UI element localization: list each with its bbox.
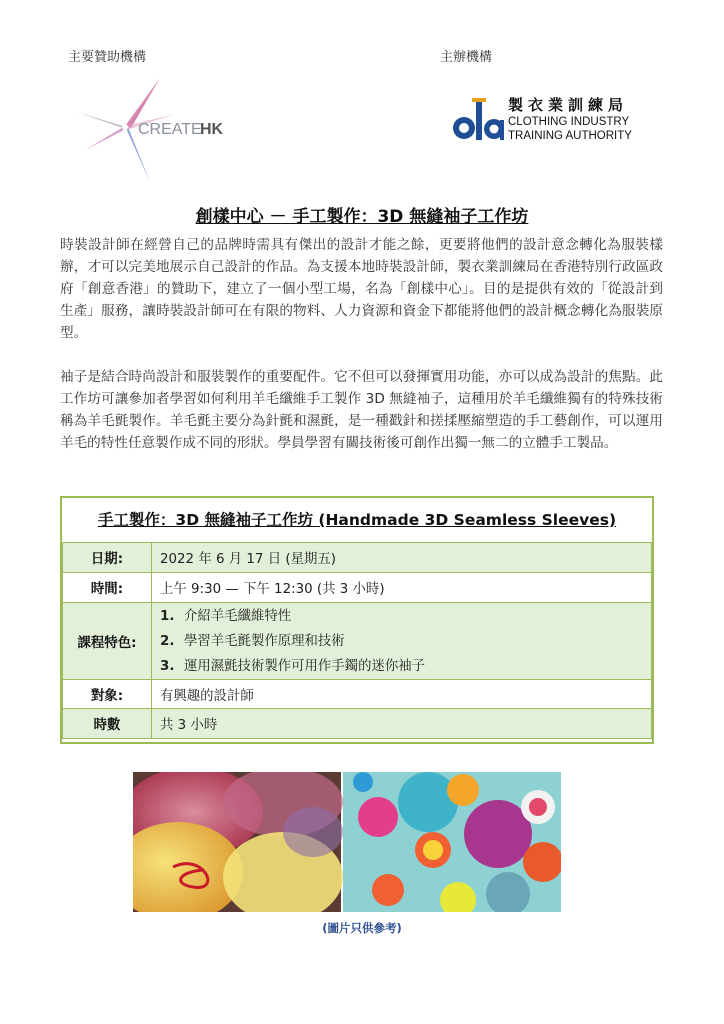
table-row-hours bbox=[63, 709, 652, 739]
organizer-label: 主辦機構 bbox=[440, 50, 493, 65]
intro-paragraph bbox=[60, 234, 663, 344]
felt-wool-image-icon bbox=[133, 772, 561, 912]
date-label: 日期: bbox=[63, 543, 152, 573]
cita-english-line1: CLOTHING INDUSTRY bbox=[508, 116, 630, 128]
main-sponsor-label: 主要贊助機構 bbox=[68, 50, 147, 65]
workshop-table bbox=[62, 542, 652, 739]
createhk-text: CREATE bbox=[138, 121, 202, 138]
list-item bbox=[160, 629, 643, 654]
paragraph-2: 袖子是結合時尚設計和服裝製作的重要配件。它不但可以發揮實用功能，亦可以成為設計的焦點。此工作坊可讓參加者學習如何利用羊毛纖維手工製作 3D 無縫袖子，這種用於羊毛纖維獨有的特殊技術稱為羊毛氈製作。羊毛氈主要分為針氈和濕氈，是一種戳針和搓揉壓縮塑造的手工藝創作，可以運用羊毛的特性任意製作成不同的形狀。學員學習有關技術後可創作出獨一無二的立體手工製品。 bbox=[60, 369, 663, 451]
list-item bbox=[160, 604, 643, 629]
sleeve-paragraph bbox=[60, 366, 663, 454]
audience-value: 有興趣的設計師 bbox=[152, 680, 652, 709]
features-list bbox=[160, 604, 643, 679]
paragraph-1: 時裝設計師在經營自己的品牌時需具有傑出的設計才能之餘，更要將他們的設計意念轉化為服裝樣辦，才可以完美地展示自己設計的作品。為支援本地時裝設計師，製衣業訓練局在香港特別行政區政府「創意香港」的贊助下，建立了一個小型工場，名為「創樣中心」。目的是提供有效的「從設計到生產」服務，讓時裝設計師可在有限的物料、人力資源和資金下都能將他們的設計概念轉化為服裝原型。 bbox=[60, 237, 663, 341]
photo-caption: (圖片只供參考) bbox=[322, 921, 402, 935]
felt-photo bbox=[133, 772, 561, 912]
cita-english-line2: TRAINING AUTHORITY bbox=[508, 130, 632, 142]
time-label: 時間: bbox=[63, 573, 152, 603]
time-value: 上午 9:30 — 下午 12:30 (共 3 小時) bbox=[152, 573, 652, 603]
list-number: 1. bbox=[160, 608, 175, 624]
createhk-hk-text: HK bbox=[200, 121, 224, 138]
page-title: 創樣中心 － 手工製作：3D 無縫袖子工作坊 bbox=[195, 207, 529, 227]
list-text: 學習羊毛氈製作原理和技術 bbox=[184, 633, 345, 649]
cita-emblem-icon bbox=[452, 98, 504, 144]
list-item bbox=[160, 654, 643, 679]
features-value bbox=[152, 603, 652, 680]
list-number: 3. bbox=[160, 658, 175, 674]
hours-value: 共 3 小時 bbox=[152, 709, 652, 739]
table-row-audience bbox=[63, 680, 652, 709]
createhk-starburst-icon bbox=[75, 70, 245, 185]
cita-logo bbox=[452, 94, 632, 146]
workshop-title: 手工製作：3D 無縫袖子工作坊 (Handmade 3D Seamless Sleeves) bbox=[97, 511, 617, 529]
features-label: 課程特色: bbox=[63, 603, 152, 680]
createhk-logo bbox=[75, 70, 245, 185]
cita-chinese-name: 製衣業訓練局 bbox=[508, 96, 629, 114]
date-value: 2022 年 6 月 17 日 (星期五) bbox=[152, 543, 652, 573]
audience-label: 對象: bbox=[63, 680, 152, 709]
workshop-info-box bbox=[60, 496, 654, 744]
table-row-features bbox=[63, 603, 652, 680]
table-row-time bbox=[63, 573, 652, 603]
list-number: 2. bbox=[160, 633, 175, 649]
hours-label: 時數 bbox=[63, 709, 152, 739]
table-row-date bbox=[63, 543, 652, 573]
list-text: 介紹羊毛纖維特性 bbox=[184, 608, 292, 624]
list-text: 運用濕氈技術製作可用作手鐲的迷你袖子 bbox=[184, 658, 426, 674]
